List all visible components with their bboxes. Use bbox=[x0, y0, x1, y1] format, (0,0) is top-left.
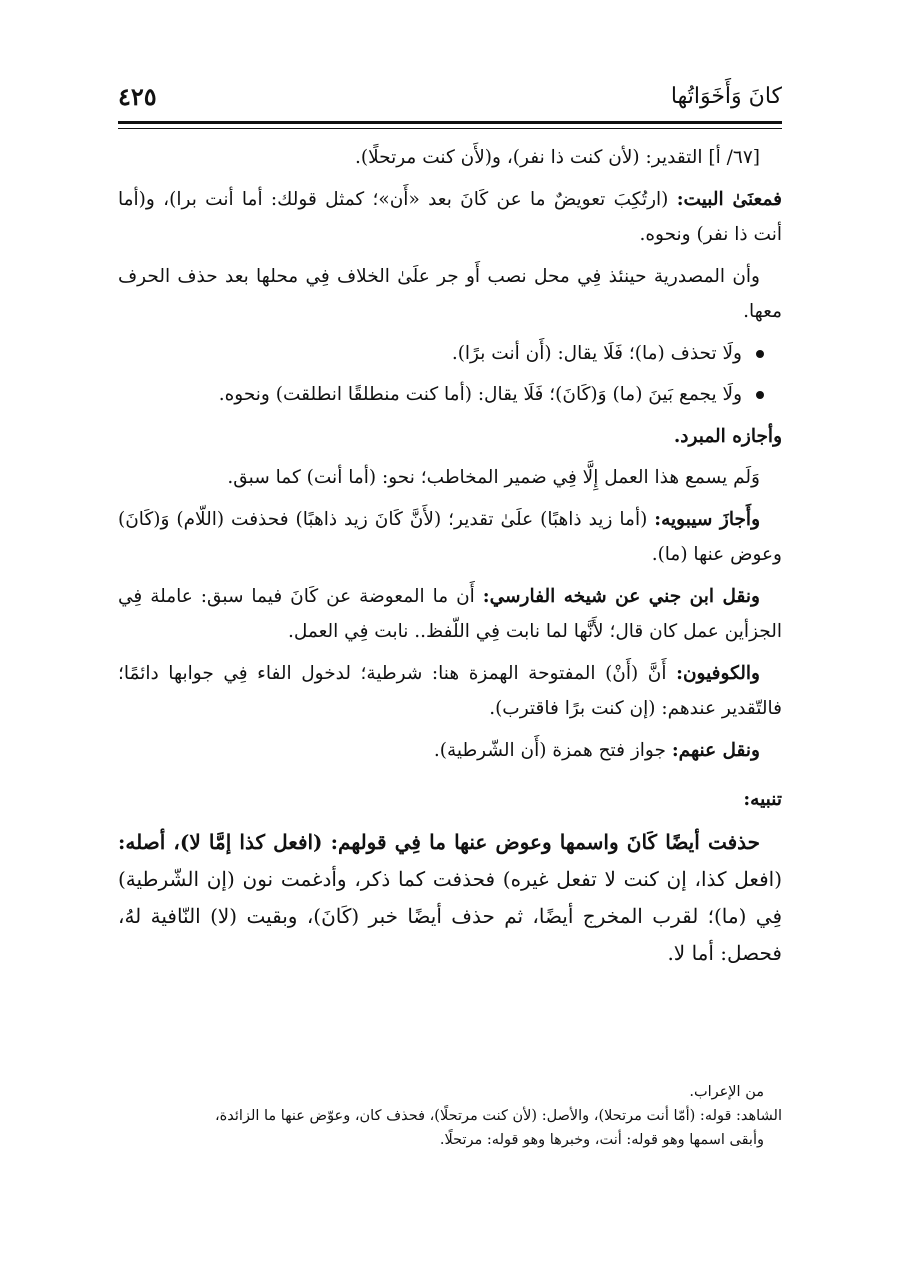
paragraph-mubarrad: وأجازه المبرد. bbox=[673, 425, 782, 447]
bullet-icon bbox=[756, 391, 764, 399]
footnote-line: وأبقى اسمها وهو قوله: أنت، وخبرها وهو قوله: مرتحلًا. bbox=[439, 1132, 764, 1148]
header-rule-thin bbox=[118, 128, 782, 129]
main-text bbox=[118, 140, 782, 978]
paragraph-body: أَن ما المعوضة عن كَانَ فيما سبق: عاملة فِي الجزأين عمل كان قال؛ لأَنَّها لما نابت فِي اللّفظ.. نابت فِي العمل. bbox=[118, 585, 782, 642]
paragraph-kufans bbox=[118, 656, 782, 727]
page-header bbox=[118, 78, 782, 118]
paragraph-lead: ونقل عنهم: bbox=[671, 739, 760, 761]
paragraph-taqdir: [٦٧/ أ] التقدير: (لأن كنت ذا نفر)، و(لأَن كنت مرتحلًا). bbox=[354, 147, 760, 168]
paragraph-lead: فمعنَىٰ البيت: bbox=[676, 188, 782, 210]
paragraph-lead: وأَجازَ سيبويه: bbox=[654, 508, 761, 530]
bullet-icon bbox=[756, 350, 764, 358]
footnote-line: من الإعراب. bbox=[689, 1084, 764, 1100]
paragraph-notice bbox=[118, 824, 782, 972]
running-title: كانَ وَأَخَوَاتُها bbox=[670, 84, 782, 109]
notice-heading: تنبيه: bbox=[743, 789, 782, 810]
paragraph-body: أَنَّ (أَنْ) المفتوحة الهمزة هنا: شرطية؛ لدخول الفاء فِي جوابها دائمًا؛ فالتّقدير عندهم: (إن كنت برًا فاقترب). bbox=[118, 662, 782, 719]
paragraph-body: جواز فتح همزة (أَن الشّرطية). bbox=[433, 739, 672, 761]
bullet-text: ولَا يجمع بَينَ (ما) وَ(كَانَ)؛ فَلَا يقال: (أما كنت منطلقًا انطلقت) ونحوه. bbox=[218, 384, 742, 405]
paragraph-meaning bbox=[118, 182, 782, 253]
paragraph-pronoun: وَلَم يسمع هذا العمل إِلَّا فِي ضمير المخاطب؛ نحو: (أما أنت) كما سبق. bbox=[227, 467, 760, 488]
paragraph-lead: ونقل ابن جني عن شيخه الفارسي: bbox=[482, 585, 760, 607]
paragraph-lead: والكوفيون: bbox=[676, 662, 760, 684]
bullet-item bbox=[118, 377, 782, 413]
paragraph-naql bbox=[118, 733, 782, 769]
paragraph-body: (افعل كذا، إن كنت لا تفعل غيره) فحذفت كما ذكر، وأدغمت نون (إن الشّرطية) فِي (ما)؛ لقرب المخرج أيضًا، ثم حذف أيضًا خبر (كَانَ)، وبقيت (لا) النّافية لهُ، فحصل: أما لا. bbox=[118, 866, 782, 965]
page-number: ٤٢٥ bbox=[118, 82, 157, 111]
paragraph-masdariya: وأن المصدرية حينئذ فِي محل نصب أَو جر علَىٰ الخلاف فِي محلها بعد حذف الحرف معها. bbox=[118, 265, 782, 322]
footnote-line: الشاهد: قوله: (أمّا أنت مرتحلا)، والأصل: (لأن كنت مرتحلًا)، فحذف كان، وعوّض عنها ما الزائدة، bbox=[215, 1108, 782, 1124]
paragraph-body: (ارتُكِبَ تعويضٌ ما عن كَانَ بعد «أَن»؛ كمثل قولك: أما أنت برا)، و(أما أنت ذا نفر) ونحوه. bbox=[118, 188, 782, 245]
footnotes bbox=[118, 1080, 782, 1152]
header-rule-thick bbox=[118, 121, 782, 124]
bullet-text: ولَا تحذف (ما)؛ فَلَا يقال: (أَن أنت برًا). bbox=[451, 342, 742, 364]
paragraph-lead: حذفت أيضًا كَانَ واسمها وعوض عنها ما فِي قولهم: (افعل كذا إمَّا لا)، أصله: bbox=[118, 829, 760, 854]
paragraph-sibawayh bbox=[118, 502, 782, 573]
paragraph-body: (أما زيد ذاهبًا) علَىٰ تقدير؛ (لأَنَّ كَانَ زيد ذاهبًا) فحذفت (اللّام) وَ(كَانَ) وعوض عنها (ما). bbox=[118, 508, 782, 565]
paragraph-ibn-jinni bbox=[118, 579, 782, 650]
bullet-item bbox=[118, 336, 782, 372]
